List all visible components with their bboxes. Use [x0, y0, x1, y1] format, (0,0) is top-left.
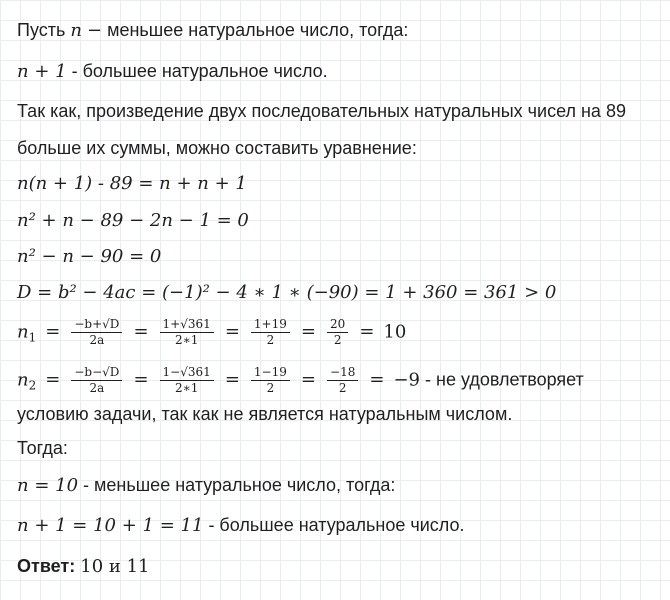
- text-smaller-number: меньшее натуральное число, тогда:: [107, 20, 409, 40]
- fraction: $\frac{-b+√D}{2a}$: [71, 318, 122, 347]
- math-var-n: n: [70, 20, 82, 41]
- line-then: Тогда:: [17, 438, 68, 458]
- text-not-satisfy: - не удовлетворяет: [425, 369, 584, 390]
- math-n-10: n = 10: [17, 475, 79, 496]
- line-condition-1: Так как, произведение двух последовательных натуральных чисел на 89: [17, 101, 626, 121]
- equation-2: n² + n − 89 − 2n − 1 = 0: [17, 210, 249, 231]
- text-larger-number: - большее натуральное число.: [71, 61, 328, 81]
- discriminant: D = b² − 4ac = (−1)² − 4 ∗ 1 ∗ (−90) = 1 + 360 = 361 > 0: [17, 282, 557, 303]
- fraction: $\frac{20}{2}$: [327, 318, 348, 347]
- fraction: $\frac{-b-√D}{2a}$: [71, 366, 122, 395]
- line-condition-2: больше их суммы, можно составить уравнение:: [17, 138, 417, 158]
- text-larger: - большее натуральное число.: [208, 515, 465, 535]
- equation-3: n² − n − 90 = 0: [17, 246, 162, 267]
- root-1: $n_1$ = $\frac{-b+√D}{2a}$ = $\frac{1+√361}{2∗1}$ = $\frac{1+19}{2}$ = $\frac{20}{2}$ = 10: [17, 317, 407, 347]
- answer: [17, 555, 150, 578]
- line-rejection: условию задачи, так как не является натуральным числом.: [17, 404, 513, 424]
- root-2-sub: 2: [28, 378, 37, 393]
- math-n-plus-1: n + 1: [17, 61, 67, 82]
- text-let: Пусть: [17, 20, 66, 40]
- math-n-11: n + 1 = 10 + 1 = 11: [17, 515, 204, 536]
- root-1-lhs: n: [17, 321, 29, 343]
- answer-label: Ответ:: [17, 556, 76, 576]
- fraction: $\frac{1-19}{2}$: [251, 366, 290, 395]
- root-2: $n_2$ = $\frac{-b-√D}{2a}$ = $\frac{1-√361}{2∗1}$ = $\frac{1-19}{2}$ = $\frac{-18}{2}$ = −9 - не удовлетворяет: [17, 365, 584, 395]
- line-n-plus-1-equals-11: [17, 514, 465, 537]
- line-assumption: [17, 19, 408, 42]
- fraction: $\frac{1+√361}{2∗1}$: [160, 318, 214, 347]
- math-dash: −: [86, 20, 103, 41]
- fraction: $\frac{1+19}{2}$: [251, 318, 290, 347]
- root-1-value: 10: [383, 321, 407, 343]
- root-2-lhs: n: [17, 369, 29, 391]
- fraction: $\frac{-18}{2}$: [327, 366, 358, 395]
- line-n-equals-10: [17, 474, 395, 497]
- line-larger-number: [17, 60, 328, 83]
- root-2-value: −9: [393, 369, 421, 391]
- fraction: $\frac{1-√361}{2∗1}$: [160, 366, 214, 395]
- root-1-sub: 1: [28, 330, 37, 345]
- text-smaller: - меньшее натуральное число, тогда:: [83, 475, 396, 495]
- equation-1: n(n + 1) - 89 = n + n + 1: [17, 173, 247, 194]
- answer-value: 10 и 11: [80, 556, 150, 577]
